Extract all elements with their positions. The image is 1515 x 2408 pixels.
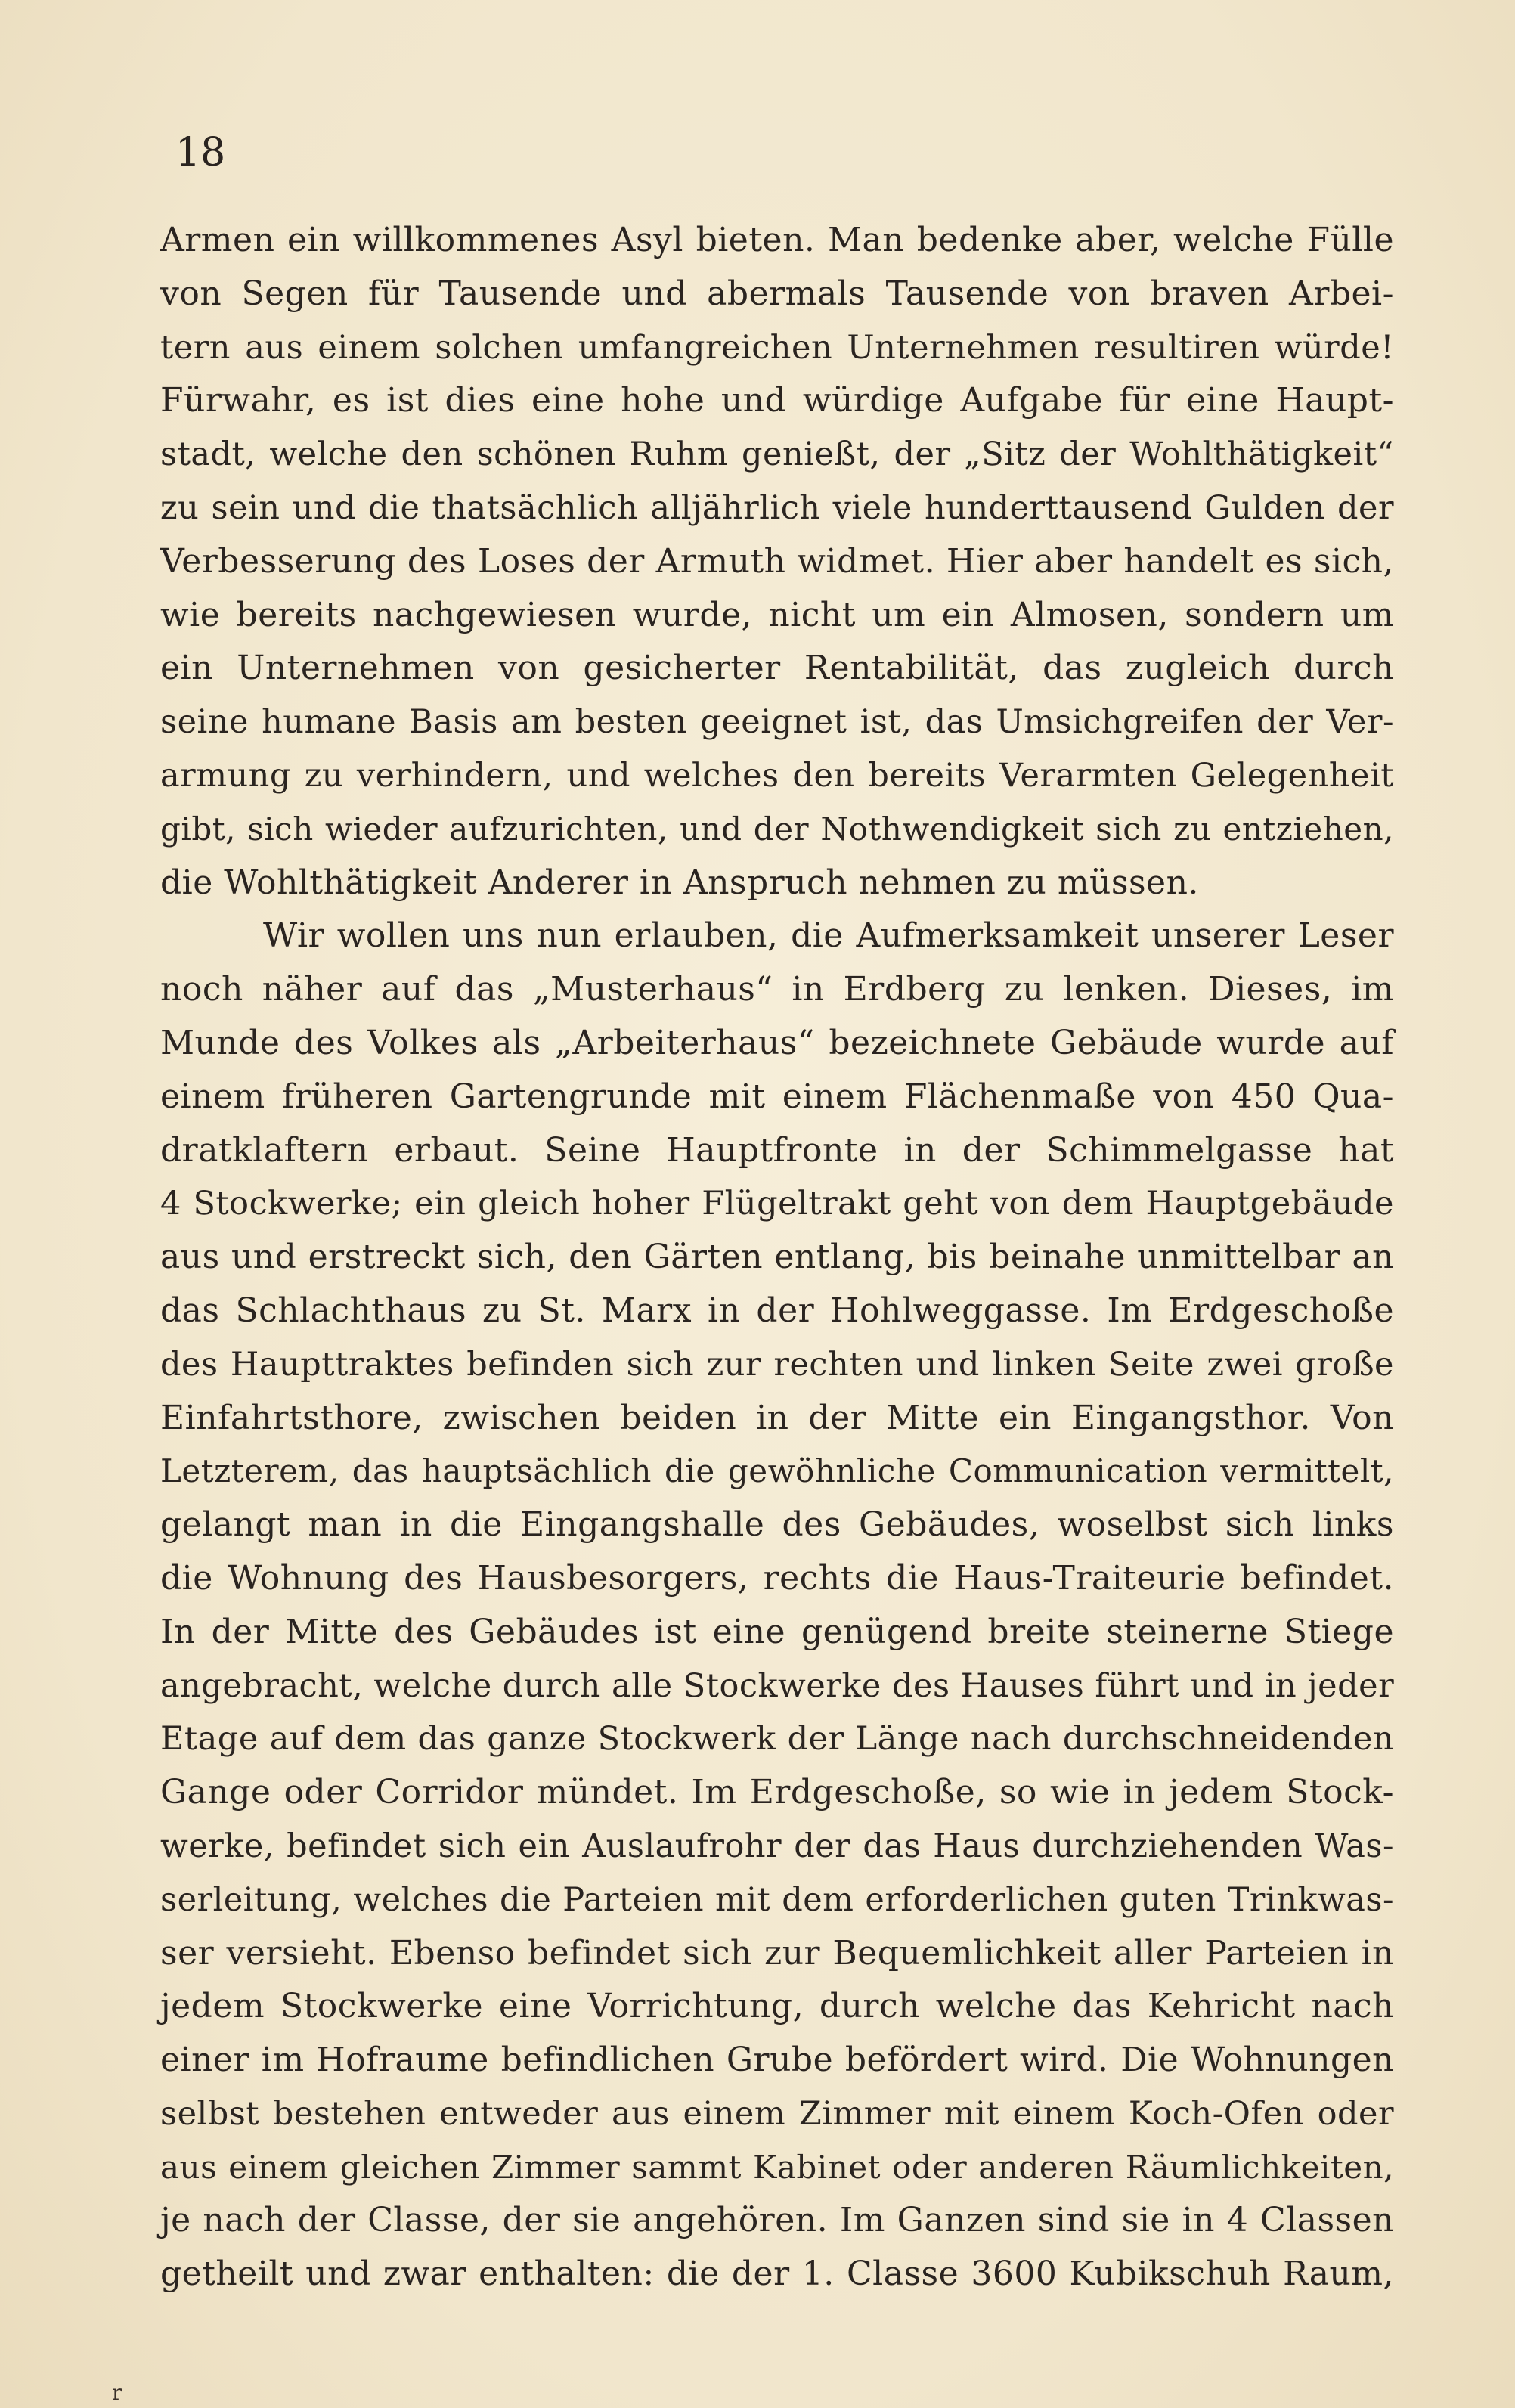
text-line: das Schlachthaus zu St. Marx in der Hohlweggasse. Im Erdgeschoße (160, 1291, 1394, 1330)
text-line: selbst bestehen entweder aus einem Zimmer mit einem Koch-Ofen oder (160, 2094, 1394, 2133)
text-line: dratklaftern erbaut. Seine Hauptfronte in der Schimmelgasse hat (160, 1130, 1394, 1170)
text-line: von Segen für Tausende und abermals Tausende von braven Arbei- (160, 274, 1394, 313)
text-line: ein Unternehmen von gesicherter Rentabilität, das zugleich durch (160, 649, 1394, 688)
text-line: werke, befindet sich ein Auslaufrohr der das Haus durchziehenden Was- (160, 1827, 1394, 1865)
text-line: Fürwahr, es ist dies eine hohe und würdige Aufgabe für eine Haupt- (160, 381, 1394, 420)
text-line: gelangt man in die Eingangshalle des Gebäudes, woselbst sich links (160, 1505, 1394, 1545)
text-line: Armen ein willkommenes Asyl bieten. Man bedenke aber, welche Fülle (160, 221, 1394, 259)
text-line: 4 Stockwerke; ein gleich hoher Flügeltrakt geht von dem Hauptgebäude (160, 1185, 1394, 1223)
text-line: In der Mitte des Gebäudes ist eine genügend breite steinerne Stiege (160, 1612, 1394, 1651)
text-line: einer im Hofraume befindlichen Grube befördert wird. Die Wohnungen (160, 2041, 1394, 2080)
text-line: jedem Stockwerke eine Vorrichtung, durch welche das Kehricht nach (160, 1987, 1394, 2026)
text-line: einem früheren Gartengrunde mit einem Flächenmaße von 450 Qua- (160, 1077, 1394, 1116)
page-number: 18 (175, 130, 226, 175)
text-line: Einfahrtsthore, zwischen beiden in der Mitte ein Eingangsthor. Von (160, 1398, 1394, 1437)
body-text (160, 214, 1394, 2301)
text-line: aus und erstreckt sich, den Gärten entlang, bis beinahe unmittelbar an (160, 1238, 1394, 1277)
text-line: wie bereits nachgewiesen wurde, nicht um ein Almosen, sondern um (160, 595, 1394, 634)
text-line: serleitung, welches die Parteien mit dem erforderlichen guten Trinkwas- (160, 1880, 1394, 1919)
paragraph-end-line: die Wohlthätigkeit Anderer in Anspruch nehmen zu müssen. (160, 863, 1199, 902)
text-line: tern aus einem solchen umfangreichen Unternehmen resultiren würde! (160, 328, 1394, 367)
text-line: angebracht, welche durch alle Stockwerke des Hauses führt und in jeder (160, 1666, 1395, 1705)
text-line: je nach der Classe, der sie angehören. Im Ganzen sind sie in 4 Classen (160, 2201, 1394, 2240)
text-line: noch näher auf das „Musterhaus“ in Erdberg zu lenken. Dieses, im (160, 970, 1394, 1009)
text-line: Gange oder Corridor mündet. Im Erdgeschoße, so wie in jedem Stock- (160, 1773, 1394, 1812)
text-line: Verbesserung des Loses der Armuth widmet. Hier aber handelt es sich, (160, 541, 1394, 581)
text-line: Etage auf dem das ganze Stockwerk der Länge nach durchschneidenden (160, 1720, 1394, 1759)
printer-mark: r (112, 2380, 122, 2405)
text-line: Letzterem, das hauptsächlich die gewöhnliche Communication vermittelt, (160, 1452, 1394, 1490)
text-line: die Wohnung des Hausbesorgers, rechts die Haus-Traiteurie befindet. (160, 1558, 1394, 1598)
text-line: Munde des Volkes als „Arbeiterhaus“ bezeichnete Gebäude wurde auf (160, 1023, 1394, 1062)
text-line: getheilt und zwar enthalten: die der 1. Classe 3600 Kubikschuh Raum, (160, 2255, 1394, 2294)
text-line: ser versieht. Ebenso befindet sich zur Bequemlichkeit aller Parteien in (160, 1933, 1394, 1973)
text-line: des Haupttraktes befinden sich zur rechten und linken Seite zwei große (160, 1345, 1394, 1384)
paragraph-start-line: Wir wollen uns nun erlauben, die Aufmerksamkeit unserer Leser (263, 916, 1394, 956)
text-line: stadt, welche den schönen Ruhm genießt, der „Sitz der Wohlthätigkeit“ (160, 435, 1394, 474)
text-line: aus einem gleichen Zimmer sammt Kabinet oder anderen Räumlichkeiten, (160, 2148, 1394, 2186)
text-line: seine humane Basis am besten geeignet ist, das Umsichgreifen der Ver- (160, 703, 1394, 742)
text-line: gibt, sich wieder aufzurichten, und der Nothwendigkeit sich zu entziehen, (160, 810, 1394, 848)
text-line: zu sein und die thatsächlich alljährlich viele hunderttausend Gulden der (160, 488, 1394, 527)
text-line: armung zu verhindern, und welches den bereits Verarmten Gelegenheit (160, 756, 1394, 795)
